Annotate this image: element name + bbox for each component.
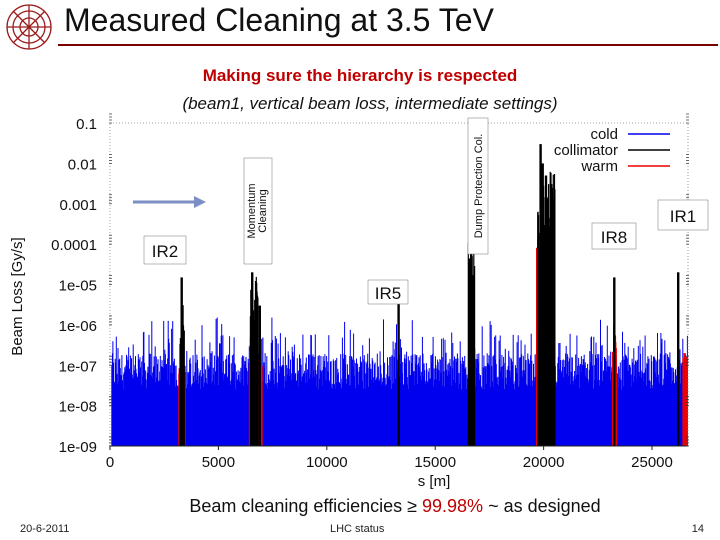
- ir2-label: IR2: [151, 242, 179, 261]
- x-tick-label: 10000: [305, 454, 348, 471]
- collimator-bar: [184, 331, 185, 447]
- y-tick-label: 0.001: [59, 196, 97, 214]
- collimator-peak: [613, 277, 615, 446]
- beam-loss-chart: [0, 110, 720, 520]
- footer-center-label: LHC status: [330, 523, 385, 535]
- y-tick-label: 0.01: [67, 156, 97, 174]
- legend-label-warm: warm: [581, 158, 618, 175]
- x-tick-label: 25000: [631, 454, 673, 471]
- page-number: 14: [691, 523, 704, 535]
- ir1-label: IR1: [669, 207, 697, 226]
- collimator-bar: [554, 189, 555, 446]
- slide-title: Measured Cleaning at 3.5 TeV: [64, 2, 494, 38]
- y-tick-label: 0.1: [76, 116, 97, 133]
- y-tick-label: 1e-09: [58, 439, 97, 456]
- warm-bar: [616, 367, 617, 446]
- y-axis-label: Beam Loss [Gy/s]: [9, 237, 26, 356]
- y-tick-label: 1e-07: [58, 358, 97, 376]
- warm-bar: [262, 366, 263, 446]
- collimator-bar: [257, 298, 258, 446]
- collimator-bar: [474, 266, 475, 446]
- x-axis: [106, 446, 673, 471]
- y-tick-label: 1e-08: [58, 398, 97, 416]
- y-tick-label: 1e-05: [58, 277, 97, 295]
- momentum-cleaning-label-2: Cleaning: [257, 189, 269, 233]
- x-tick-label: 0: [105, 454, 115, 471]
- ir2-arrowhead: [194, 196, 206, 208]
- cern-logo: [2, 2, 56, 52]
- chart-subtitle-detail: (beam1, vertical beam loss, intermediate settings): [182, 94, 558, 113]
- y-tick-label: 0.0001: [51, 237, 97, 255]
- collimator-peak: [551, 197, 553, 446]
- x-tick-label: 5000: [201, 454, 236, 471]
- collimator-peak: [259, 306, 261, 446]
- ir5-label: IR5: [374, 284, 402, 303]
- legend-label-cold: cold: [590, 126, 618, 143]
- collimator-peak: [542, 163, 544, 446]
- momentum-cleaning-label: Momentum: [246, 183, 258, 239]
- warm-peak: [684, 353, 686, 446]
- footer-note: [0, 496, 720, 517]
- collimator-peak: [181, 277, 183, 446]
- x-tick-label: 15000: [414, 454, 457, 471]
- collimator-peak: [470, 225, 472, 446]
- chart-legend: [554, 126, 670, 175]
- x-tick-label: 20000: [522, 454, 565, 471]
- footer-note-prefix: Beam cleaning efficiencies ≥: [189, 496, 423, 516]
- warm-bar: [687, 393, 688, 447]
- legend-label-collimator: collimator: [553, 142, 618, 159]
- dump-protection-label: Dump Protection Col.: [473, 133, 485, 239]
- chart-annotations: [133, 118, 708, 304]
- beam-loss-plot: [0, 110, 720, 520]
- collimator-peak: [677, 272, 679, 446]
- x-axis-label: s [m]: [417, 473, 451, 490]
- title-divider: [58, 44, 718, 46]
- collimator-peak: [251, 272, 253, 446]
- efficiency-value: 99.98%: [422, 496, 484, 516]
- footer-note-suffix: ~ as designed: [483, 496, 601, 516]
- collimator-peak: [397, 297, 399, 446]
- footer-date: 20-6-2011: [20, 523, 70, 535]
- collimator-peak: [539, 144, 541, 446]
- y-tick-label: 1e-06: [58, 317, 97, 335]
- chart-subtitle-main: Making sure the hierarchy is respected: [202, 66, 518, 85]
- collimator-peak: [545, 176, 547, 447]
- ir8-label: IR8: [600, 228, 628, 247]
